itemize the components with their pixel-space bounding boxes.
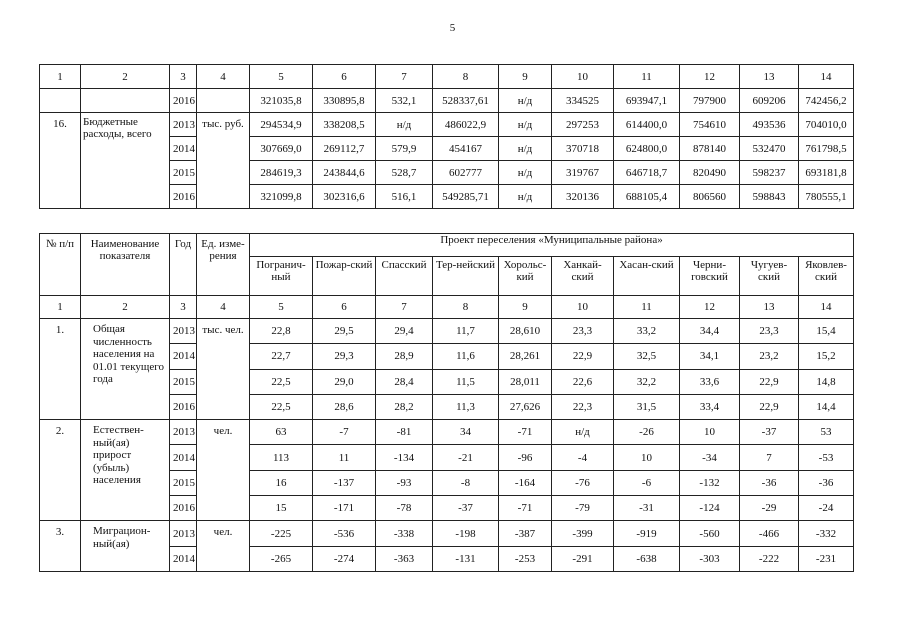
value-cell: -225 bbox=[250, 521, 313, 546]
value-cell: 28,261 bbox=[499, 344, 552, 369]
value-cell: 34,4 bbox=[680, 319, 740, 344]
value-cell: 28,4 bbox=[376, 369, 433, 394]
value-cell: -6 bbox=[614, 470, 680, 495]
value-cell: 15,2 bbox=[799, 344, 854, 369]
column-number: 5 bbox=[250, 65, 313, 89]
value-cell: 454167 bbox=[433, 137, 499, 161]
year-cell: 2016 bbox=[170, 89, 197, 113]
value-cell: 7 bbox=[740, 445, 799, 470]
budget-table bbox=[39, 64, 854, 209]
value-cell: 598843 bbox=[740, 185, 799, 209]
value-cell: -131 bbox=[433, 546, 499, 571]
value-cell: -198 bbox=[433, 521, 499, 546]
indicator-number: 3. bbox=[40, 521, 81, 572]
value-cell: 22,9 bbox=[740, 369, 799, 394]
column-number: 1 bbox=[40, 65, 81, 89]
value-cell: -399 bbox=[552, 521, 614, 546]
value-cell: 780555,1 bbox=[799, 185, 854, 209]
value-cell: 297253 bbox=[552, 113, 614, 137]
value-cell: -560 bbox=[680, 521, 740, 546]
value-cell: -29 bbox=[740, 496, 799, 521]
district-header: Хорольс-кий bbox=[499, 257, 552, 296]
value-cell: -37 bbox=[740, 420, 799, 445]
value-cell: 294534,9 bbox=[250, 113, 313, 137]
value-cell: н/д bbox=[499, 185, 552, 209]
table-row bbox=[40, 521, 854, 546]
value-cell: -338 bbox=[376, 521, 433, 546]
value-cell: 243844,6 bbox=[313, 161, 376, 185]
indicator-number: 2. bbox=[40, 420, 81, 521]
indicator-number: 16. bbox=[40, 113, 81, 209]
value-cell: 15,4 bbox=[799, 319, 854, 344]
value-cell: -53 bbox=[799, 445, 854, 470]
year-cell: 2013 bbox=[170, 521, 197, 546]
value-cell: -253 bbox=[499, 546, 552, 571]
value-cell: 320136 bbox=[552, 185, 614, 209]
column-number-row bbox=[40, 65, 854, 89]
unit-cell: тыс. руб. bbox=[197, 113, 250, 209]
value-cell: -164 bbox=[499, 470, 552, 495]
value-cell: 10 bbox=[614, 445, 680, 470]
value-cell: 528337,61 bbox=[433, 89, 499, 113]
table-row bbox=[40, 89, 854, 113]
value-cell: -387 bbox=[499, 521, 552, 546]
header-project: Проект переселения «Муниципальные района» bbox=[250, 234, 854, 257]
table-row bbox=[40, 113, 854, 137]
district-header: Спасский bbox=[376, 257, 433, 296]
value-cell: 321035,8 bbox=[250, 89, 313, 113]
value-cell: 624800,0 bbox=[614, 137, 680, 161]
header-indicator: Наименование показателя bbox=[81, 234, 170, 296]
value-cell: -132 bbox=[680, 470, 740, 495]
header-number: № п/п bbox=[40, 234, 81, 296]
value-cell: -37 bbox=[433, 496, 499, 521]
indicator-name: Общая численность населения на 01.01 текущего года bbox=[81, 319, 170, 420]
value-cell: 28,9 bbox=[376, 344, 433, 369]
value-cell: 330895,8 bbox=[313, 89, 376, 113]
header-year: Год bbox=[170, 234, 197, 296]
column-number: 14 bbox=[799, 65, 854, 89]
value-cell: н/д bbox=[552, 420, 614, 445]
empty-cell bbox=[40, 89, 81, 113]
value-cell: 688105,4 bbox=[614, 185, 680, 209]
value-cell: -4 bbox=[552, 445, 614, 470]
value-cell: 23,3 bbox=[740, 319, 799, 344]
value-cell: 704010,0 bbox=[799, 113, 854, 137]
column-number: 4 bbox=[197, 296, 250, 319]
value-cell: 15 bbox=[250, 496, 313, 521]
empty-cell bbox=[197, 89, 250, 113]
value-cell: -31 bbox=[614, 496, 680, 521]
value-cell: -79 bbox=[552, 496, 614, 521]
value-cell: -21 bbox=[433, 445, 499, 470]
column-number: 4 bbox=[197, 65, 250, 89]
value-cell: 29,5 bbox=[313, 319, 376, 344]
population-table bbox=[39, 233, 854, 572]
value-cell: 11,5 bbox=[433, 369, 499, 394]
value-cell: -124 bbox=[680, 496, 740, 521]
value-cell: 22,3 bbox=[552, 394, 614, 419]
column-number: 3 bbox=[170, 65, 197, 89]
value-cell: 321099,8 bbox=[250, 185, 313, 209]
column-number: 10 bbox=[552, 296, 614, 319]
year-cell: 2014 bbox=[170, 546, 197, 571]
value-cell: -7 bbox=[313, 420, 376, 445]
value-cell: 806560 bbox=[680, 185, 740, 209]
value-cell: -96 bbox=[499, 445, 552, 470]
value-cell: 22,5 bbox=[250, 394, 313, 419]
column-number: 6 bbox=[313, 296, 376, 319]
value-cell: 579,9 bbox=[376, 137, 433, 161]
page-number: 5 bbox=[449, 22, 456, 34]
year-cell: 2014 bbox=[170, 344, 197, 369]
year-cell: 2016 bbox=[170, 496, 197, 521]
district-header: Черни-говский bbox=[680, 257, 740, 296]
value-cell: 34,1 bbox=[680, 344, 740, 369]
value-cell: 302316,6 bbox=[313, 185, 376, 209]
value-cell: 53 bbox=[799, 420, 854, 445]
column-number: 9 bbox=[499, 65, 552, 89]
value-cell: 22,9 bbox=[552, 344, 614, 369]
value-cell: 878140 bbox=[680, 137, 740, 161]
value-cell: -36 bbox=[740, 470, 799, 495]
column-number: 8 bbox=[433, 296, 499, 319]
value-cell: 29,4 bbox=[376, 319, 433, 344]
value-cell: -222 bbox=[740, 546, 799, 571]
value-cell: 33,2 bbox=[614, 319, 680, 344]
value-cell: 22,7 bbox=[250, 344, 313, 369]
value-cell: -71 bbox=[499, 420, 552, 445]
unit-cell: чел. bbox=[197, 420, 250, 521]
column-number: 9 bbox=[499, 296, 552, 319]
value-cell: -34 bbox=[680, 445, 740, 470]
column-number: 14 bbox=[799, 296, 854, 319]
value-cell: 16 bbox=[250, 470, 313, 495]
value-cell: 28,610 bbox=[499, 319, 552, 344]
table-row bbox=[40, 319, 854, 344]
district-header: Хасан-ский bbox=[614, 257, 680, 296]
column-number: 1 bbox=[40, 296, 81, 319]
value-cell: н/д bbox=[376, 113, 433, 137]
column-number: 5 bbox=[250, 296, 313, 319]
value-cell: 23,3 bbox=[552, 319, 614, 344]
year-cell: 2013 bbox=[170, 113, 197, 137]
value-cell: 22,8 bbox=[250, 319, 313, 344]
value-cell: -638 bbox=[614, 546, 680, 571]
value-cell: -134 bbox=[376, 445, 433, 470]
value-cell: -36 bbox=[799, 470, 854, 495]
value-cell: 22,5 bbox=[250, 369, 313, 394]
district-header: Яковлев-ский bbox=[799, 257, 854, 296]
year-cell: 2016 bbox=[170, 394, 197, 419]
value-cell: -81 bbox=[376, 420, 433, 445]
district-header: Погранич-ный bbox=[250, 257, 313, 296]
value-cell: 34 bbox=[433, 420, 499, 445]
value-cell: 646718,7 bbox=[614, 161, 680, 185]
value-cell: 614400,0 bbox=[614, 113, 680, 137]
value-cell: 338208,5 bbox=[313, 113, 376, 137]
header-row bbox=[40, 234, 854, 257]
value-cell: -8 bbox=[433, 470, 499, 495]
value-cell: -26 bbox=[614, 420, 680, 445]
year-cell: 2014 bbox=[170, 137, 197, 161]
value-cell: -71 bbox=[499, 496, 552, 521]
indicator-name: Естествен-ный(ая) прирост (убыль) населения bbox=[81, 420, 170, 521]
value-cell: 33,6 bbox=[680, 369, 740, 394]
value-cell: -265 bbox=[250, 546, 313, 571]
unit-cell: тыс. чел. bbox=[197, 319, 250, 420]
value-cell: 528,7 bbox=[376, 161, 433, 185]
value-cell: 486022,9 bbox=[433, 113, 499, 137]
value-cell: 33,4 bbox=[680, 394, 740, 419]
value-cell: 797900 bbox=[680, 89, 740, 113]
value-cell: 761798,5 bbox=[799, 137, 854, 161]
value-cell: н/д bbox=[499, 161, 552, 185]
column-number: 11 bbox=[614, 296, 680, 319]
value-cell: 269112,7 bbox=[313, 137, 376, 161]
district-header: Пожар-ский bbox=[313, 257, 376, 296]
year-cell: 2015 bbox=[170, 470, 197, 495]
value-cell: 493536 bbox=[740, 113, 799, 137]
value-cell: 820490 bbox=[680, 161, 740, 185]
value-cell: -363 bbox=[376, 546, 433, 571]
value-cell: 307669,0 bbox=[250, 137, 313, 161]
value-cell: 14,8 bbox=[799, 369, 854, 394]
value-cell: 23,2 bbox=[740, 344, 799, 369]
value-cell: н/д bbox=[499, 89, 552, 113]
value-cell: 28,011 bbox=[499, 369, 552, 394]
value-cell: -274 bbox=[313, 546, 376, 571]
value-cell: 693947,1 bbox=[614, 89, 680, 113]
value-cell: 609206 bbox=[740, 89, 799, 113]
district-header: Ханкай-ский bbox=[552, 257, 614, 296]
value-cell: 32,5 bbox=[614, 344, 680, 369]
table-row bbox=[40, 420, 854, 445]
value-cell: 27,626 bbox=[499, 394, 552, 419]
value-cell: 28,2 bbox=[376, 394, 433, 419]
column-number: 8 bbox=[433, 65, 499, 89]
indicator-name: Бюджетные расходы, всего bbox=[81, 113, 170, 209]
value-cell: 29,3 bbox=[313, 344, 376, 369]
value-cell: 532,1 bbox=[376, 89, 433, 113]
value-cell: 63 bbox=[250, 420, 313, 445]
column-number: 3 bbox=[170, 296, 197, 319]
value-cell: -291 bbox=[552, 546, 614, 571]
value-cell: 532470 bbox=[740, 137, 799, 161]
year-cell: 2016 bbox=[170, 185, 197, 209]
value-cell: 29,0 bbox=[313, 369, 376, 394]
value-cell: 319767 bbox=[552, 161, 614, 185]
column-number: 6 bbox=[313, 65, 376, 89]
value-cell: 754610 bbox=[680, 113, 740, 137]
value-cell: 11,3 bbox=[433, 394, 499, 419]
value-cell: 32,2 bbox=[614, 369, 680, 394]
value-cell: -137 bbox=[313, 470, 376, 495]
value-cell: 28,6 bbox=[313, 394, 376, 419]
column-number: 13 bbox=[740, 65, 799, 89]
value-cell: -466 bbox=[740, 521, 799, 546]
value-cell: 22,9 bbox=[740, 394, 799, 419]
value-cell: 284619,3 bbox=[250, 161, 313, 185]
indicator-name: Миграцион-ный(ая) bbox=[81, 521, 170, 572]
value-cell: 334525 bbox=[552, 89, 614, 113]
column-number: 12 bbox=[680, 65, 740, 89]
column-number: 2 bbox=[81, 296, 170, 319]
value-cell: 11,6 bbox=[433, 344, 499, 369]
value-cell: 370718 bbox=[552, 137, 614, 161]
header-unit: Ед. изме-рения bbox=[197, 234, 250, 296]
value-cell: -171 bbox=[313, 496, 376, 521]
value-cell: 22,6 bbox=[552, 369, 614, 394]
population-table-body bbox=[40, 319, 854, 572]
value-cell: н/д bbox=[499, 137, 552, 161]
column-number: 12 bbox=[680, 296, 740, 319]
value-cell: -231 bbox=[799, 546, 854, 571]
value-cell: -303 bbox=[680, 546, 740, 571]
column-number: 10 bbox=[552, 65, 614, 89]
column-number: 13 bbox=[740, 296, 799, 319]
value-cell: 549285,71 bbox=[433, 185, 499, 209]
value-cell: 14,4 bbox=[799, 394, 854, 419]
column-number: 11 bbox=[614, 65, 680, 89]
value-cell: 31,5 bbox=[614, 394, 680, 419]
value-cell: 11,7 bbox=[433, 319, 499, 344]
empty-cell bbox=[81, 89, 170, 113]
value-cell: 598237 bbox=[740, 161, 799, 185]
unit-cell: чел. bbox=[197, 521, 250, 572]
value-cell: 516,1 bbox=[376, 185, 433, 209]
value-cell: 602777 bbox=[433, 161, 499, 185]
column-number-row bbox=[40, 296, 854, 319]
value-cell: -76 bbox=[552, 470, 614, 495]
value-cell: 10 bbox=[680, 420, 740, 445]
indicator-number: 1. bbox=[40, 319, 81, 420]
year-cell: 2015 bbox=[170, 161, 197, 185]
year-cell: 2014 bbox=[170, 445, 197, 470]
year-cell: 2013 bbox=[170, 319, 197, 344]
value-cell: 742456,2 bbox=[799, 89, 854, 113]
value-cell: 11 bbox=[313, 445, 376, 470]
column-number: 7 bbox=[376, 65, 433, 89]
value-cell: -24 bbox=[799, 496, 854, 521]
district-header: Чугуев-ский bbox=[740, 257, 799, 296]
value-cell: -78 bbox=[376, 496, 433, 521]
column-number: 2 bbox=[81, 65, 170, 89]
value-cell: -536 bbox=[313, 521, 376, 546]
value-cell: н/д bbox=[499, 113, 552, 137]
value-cell: -332 bbox=[799, 521, 854, 546]
value-cell: -919 bbox=[614, 521, 680, 546]
district-header: Тер-нейский bbox=[433, 257, 499, 296]
column-number: 7 bbox=[376, 296, 433, 319]
value-cell: 113 bbox=[250, 445, 313, 470]
value-cell: 693181,8 bbox=[799, 161, 854, 185]
value-cell: -93 bbox=[376, 470, 433, 495]
year-cell: 2015 bbox=[170, 369, 197, 394]
year-cell: 2013 bbox=[170, 420, 197, 445]
